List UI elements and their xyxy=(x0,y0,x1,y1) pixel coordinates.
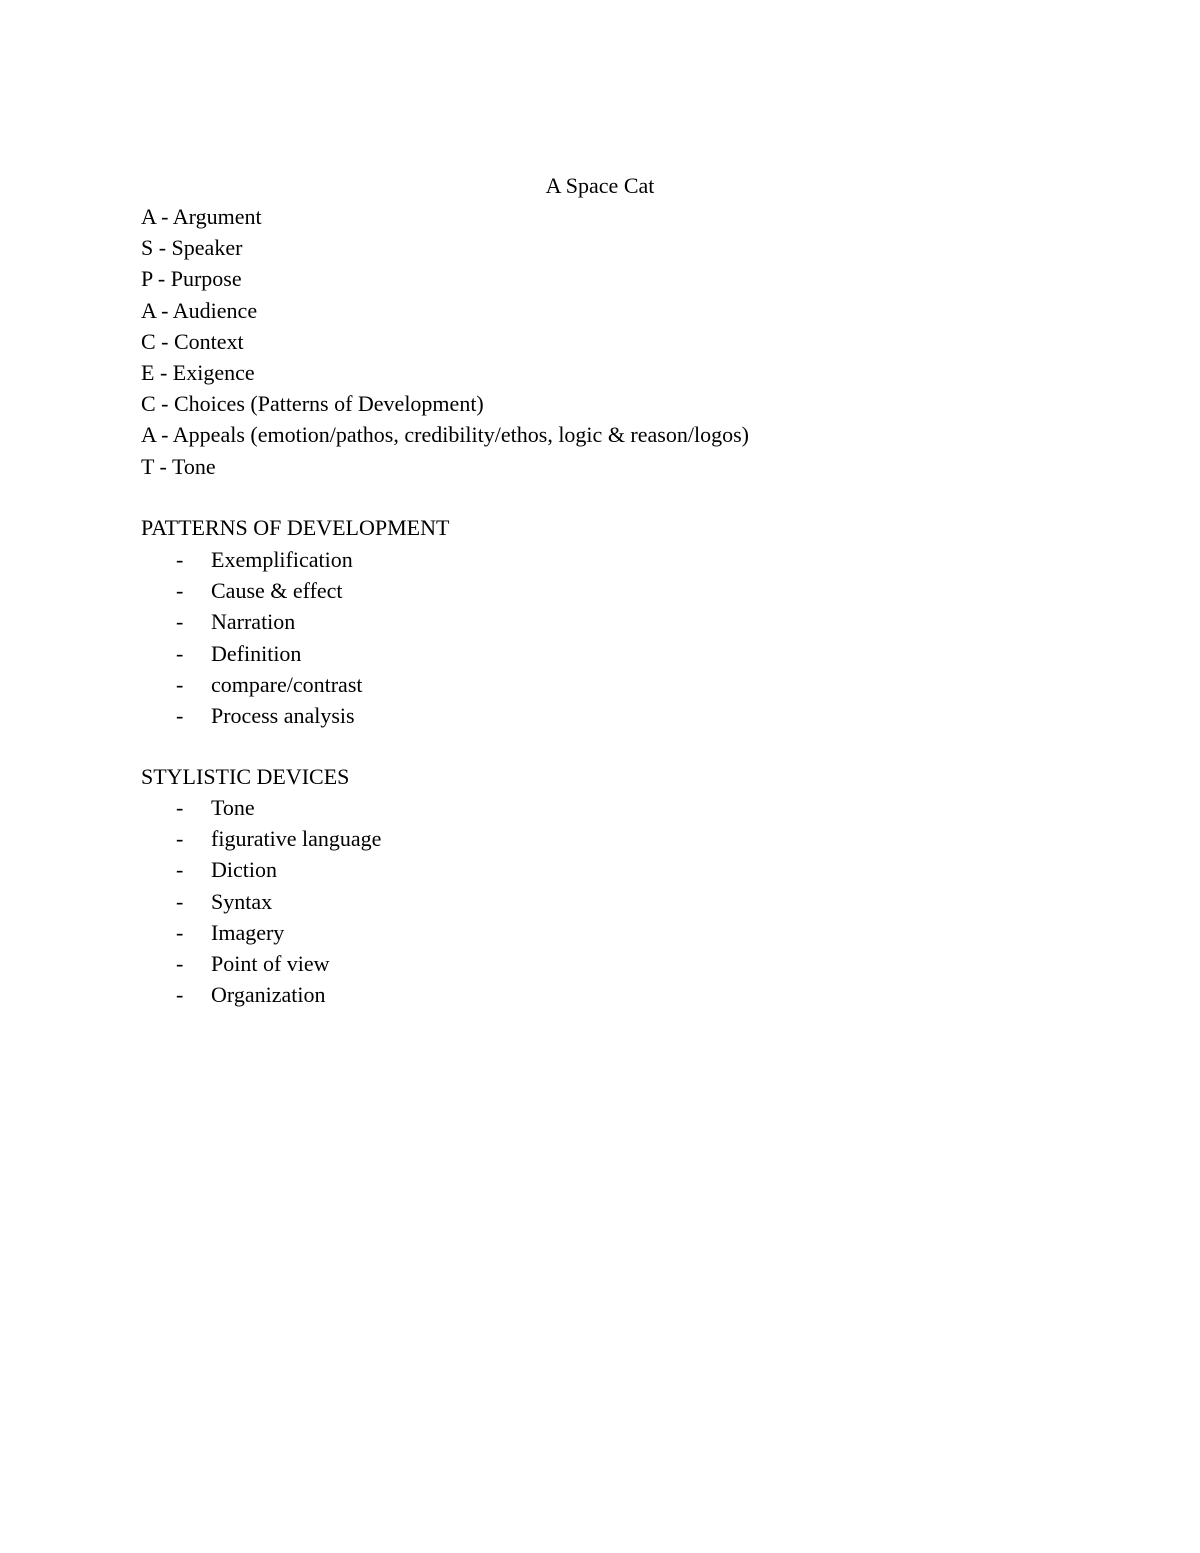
acronym-list xyxy=(141,201,749,482)
list-item-text: Cause & effect xyxy=(211,578,343,604)
list-item xyxy=(176,669,363,700)
stylistic-devices-list xyxy=(176,792,381,1010)
list-item xyxy=(176,823,381,854)
acronym-item: T - Tone xyxy=(141,453,216,479)
list-item xyxy=(176,917,381,948)
acronym-item: S - Speaker xyxy=(141,235,243,261)
bullet-dash: - xyxy=(176,671,184,697)
bullet-dash: - xyxy=(176,919,184,945)
acronym-item: E - Exigence xyxy=(141,359,255,385)
acronym-item: A - Appeals (emotion/pathos, credibility/ethos, logic & reason/logos) xyxy=(141,422,749,448)
list-item-text: Point of view xyxy=(211,950,330,976)
list-item-text: Definition xyxy=(211,640,302,666)
document-title: A Space Cat xyxy=(545,173,655,198)
list-item-text: Imagery xyxy=(211,919,285,945)
list-item xyxy=(176,792,381,823)
bullet-dash: - xyxy=(176,702,184,728)
bullet-dash: - xyxy=(176,578,184,604)
bullet-dash: - xyxy=(176,950,184,976)
list-item-text: Narration xyxy=(211,609,296,635)
list-item xyxy=(176,544,363,575)
acronym-item: P - Purpose xyxy=(141,266,242,292)
bullet-dash: - xyxy=(176,795,184,820)
acronym-item: C - Choices (Patterns of Development) xyxy=(141,391,484,417)
bullet-dash: - xyxy=(176,888,184,914)
list-item-text: Tone xyxy=(211,795,255,820)
acronym-item: A - Audience xyxy=(141,297,258,323)
list-item-text: figurative language xyxy=(211,826,382,852)
list-item xyxy=(176,606,363,637)
list-item xyxy=(176,700,363,731)
list-item-text: compare/contrast xyxy=(211,671,363,697)
list-item-text: Diction xyxy=(211,857,277,883)
bullet-dash: - xyxy=(176,826,184,852)
bullet-dash: - xyxy=(176,547,184,572)
list-item-text: Process analysis xyxy=(211,702,355,728)
list-item xyxy=(176,948,381,979)
acronym-item: A - Argument xyxy=(141,204,262,229)
list-item xyxy=(176,979,381,1010)
patterns-of-development-heading: PATTERNS OF DEVELOPMENT xyxy=(141,515,450,540)
list-item xyxy=(176,854,381,885)
list-item xyxy=(176,886,381,917)
bullet-dash: - xyxy=(176,857,184,883)
list-item xyxy=(176,638,363,669)
stylistic-devices-heading: STYLISTIC DEVICES xyxy=(141,764,350,789)
bullet-dash: - xyxy=(176,640,184,666)
bullet-dash: - xyxy=(176,609,184,635)
acronym-item: C - Context xyxy=(141,328,244,354)
patterns-of-development-list xyxy=(176,544,363,731)
bullet-dash: - xyxy=(176,982,184,1008)
list-item xyxy=(176,575,363,606)
list-item-text: Syntax xyxy=(211,888,273,914)
list-item-text: Organization xyxy=(211,982,326,1008)
list-item-text: Exemplification xyxy=(211,547,353,572)
